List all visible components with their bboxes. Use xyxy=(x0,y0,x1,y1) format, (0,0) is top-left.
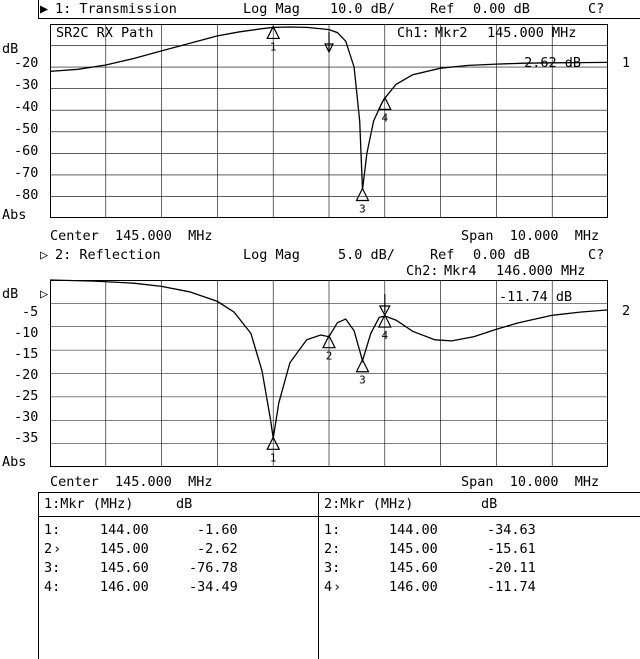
ch2-abs-label: Abs xyxy=(2,454,27,470)
svg-text:4: 4 xyxy=(381,329,389,343)
svg-text:3: 3 xyxy=(359,202,366,216)
ch2-marker-readout-channel: Ch2: xyxy=(406,263,439,279)
ch1-center-label: Center 145.000 MHz xyxy=(50,228,213,244)
ch1-ytick-1: -30 xyxy=(14,77,39,93)
ch1-right-edge-number: 1 xyxy=(622,55,631,71)
ch2-ytick-4: -25 xyxy=(14,388,39,404)
ch1-ytick-0: -20 xyxy=(14,55,39,71)
ch1-ref-label: Ref xyxy=(430,1,455,17)
svg-text:2: 2 xyxy=(325,349,333,363)
ch1-abs-label: Abs xyxy=(2,207,27,223)
left-row-0-id: 1: xyxy=(44,522,61,538)
ch1-scale: 10.0 dB/ xyxy=(330,1,396,17)
ch1-marker-2[interactable] xyxy=(325,32,333,52)
left-row-0-value: -1.60 xyxy=(197,522,238,538)
left-row-2-freq: 145.60 xyxy=(100,560,149,576)
ch1-ref-value: 0.00 dB xyxy=(473,1,530,17)
ch2-ytick-1: -10 xyxy=(14,325,39,341)
ch2-ytick-6: -35 xyxy=(14,430,39,446)
ch2-format: Log Mag xyxy=(243,247,300,263)
ch1-cal-status: C? xyxy=(588,1,605,17)
ch2-marker-readout-value: -11.74 dB xyxy=(499,289,573,305)
ch1-format: Log Mag xyxy=(243,1,300,17)
ch2-span-label: Span 10.000 MHz xyxy=(461,474,600,490)
right-row-3-id: 4 xyxy=(324,579,333,595)
ch2-marker-readout-freq: 146.000 MHz xyxy=(496,263,586,279)
right-row-3-freq: 146.00 xyxy=(389,579,438,595)
left-row-2-id: 3: xyxy=(44,560,61,576)
left-row-3-id: 4: xyxy=(44,579,61,595)
ch2-y-unit: dB xyxy=(2,286,19,302)
ch2-active-marker-glyph: ▷ xyxy=(40,247,49,263)
ch1-ytick-2: -40 xyxy=(14,99,39,115)
svg-text:4: 4 xyxy=(381,111,389,125)
left-row-2-value: -76.78 xyxy=(189,560,238,576)
ch1-active-marker-glyph: ▶ xyxy=(40,1,49,17)
marker-table-right-header-value: dB xyxy=(481,496,498,512)
right-row-1-value: -15.61 xyxy=(487,541,536,557)
ch1-ytick-3: -50 xyxy=(14,121,39,137)
svg-text:1: 1 xyxy=(269,40,277,54)
ch1-ytick-5: -70 xyxy=(14,165,39,181)
right-row-2-value: -20.11 xyxy=(487,560,536,576)
right-row-1-freq: 145.00 xyxy=(389,541,438,557)
ch1-ytick-4: -60 xyxy=(14,143,39,159)
ch2-ref-arrow-icon: ▷ xyxy=(40,286,49,302)
ch2-marker-readout-name: Mkr4 xyxy=(444,263,477,279)
ch2-ytick-2: -15 xyxy=(14,346,39,362)
ch2-ytick-5: -30 xyxy=(14,409,39,425)
left-row-3-freq: 146.00 xyxy=(100,579,149,595)
right-row-3-active: › xyxy=(333,579,342,595)
ch2-cal-status: C? xyxy=(588,247,605,263)
right-row-2-freq: 145.60 xyxy=(389,560,438,576)
left-row-0-freq: 144.00 xyxy=(100,522,149,538)
marker-table-left-header-name: 1:Mkr (MHz) xyxy=(44,496,134,512)
ch2-center-label: Center 145.000 MHz xyxy=(50,474,213,490)
ch1-trace-label: SR2C RX Path xyxy=(56,25,154,41)
ch1-span-label: Span 10.000 MHz xyxy=(461,228,600,244)
ch1-marker-readout-channel: Ch1: xyxy=(397,25,430,41)
ch1-ytick-6: -80 xyxy=(14,187,39,203)
ch2-scale: 5.0 dB/ xyxy=(338,247,395,263)
marker-table-right-header-name: 2:Mkr (MHz) xyxy=(324,496,414,512)
right-row-0-freq: 144.00 xyxy=(389,522,438,538)
ch2-active-marker-arrow[interactable] xyxy=(380,294,390,315)
ch2-ytick-3: -20 xyxy=(14,367,39,383)
right-row-3-value: -11.74 xyxy=(487,579,536,595)
svg-text:3: 3 xyxy=(359,373,366,387)
right-row-0-value: -34.63 xyxy=(487,522,536,538)
left-row-1-id: 2 xyxy=(44,541,53,557)
ch1-marker-readout-freq: 145.000 MHz xyxy=(487,25,577,41)
ch2-title: 2: Reflection xyxy=(55,247,161,263)
ch1-marker-readout-value: -2.62 dB xyxy=(516,55,582,71)
ch2-right-edge-number: 2 xyxy=(622,303,631,319)
ch2-ref-label: Ref xyxy=(430,247,455,263)
marker-table-left-header-value: dB xyxy=(176,496,193,512)
left-row-1-value: -2.62 xyxy=(197,541,238,557)
ch2-ytick-0: -5 xyxy=(22,304,39,320)
right-row-2-id: 3: xyxy=(324,560,341,576)
ch1-y-unit: dB xyxy=(2,41,19,57)
left-row-1-active: › xyxy=(53,541,62,557)
svg-text:1: 1 xyxy=(269,451,277,465)
left-row-3-value: -34.49 xyxy=(189,579,238,595)
right-row-1-id: 2: xyxy=(324,541,341,557)
ch1-marker-readout-name: Mkr2 xyxy=(435,25,468,41)
right-row-0-id: 1: xyxy=(324,522,341,538)
ch1-title: 1: Transmission xyxy=(55,1,177,17)
left-row-1-freq: 145.00 xyxy=(100,541,149,557)
ch1-marker-3[interactable] xyxy=(356,189,368,216)
ch2-ref-value: 0.00 dB xyxy=(473,247,530,263)
